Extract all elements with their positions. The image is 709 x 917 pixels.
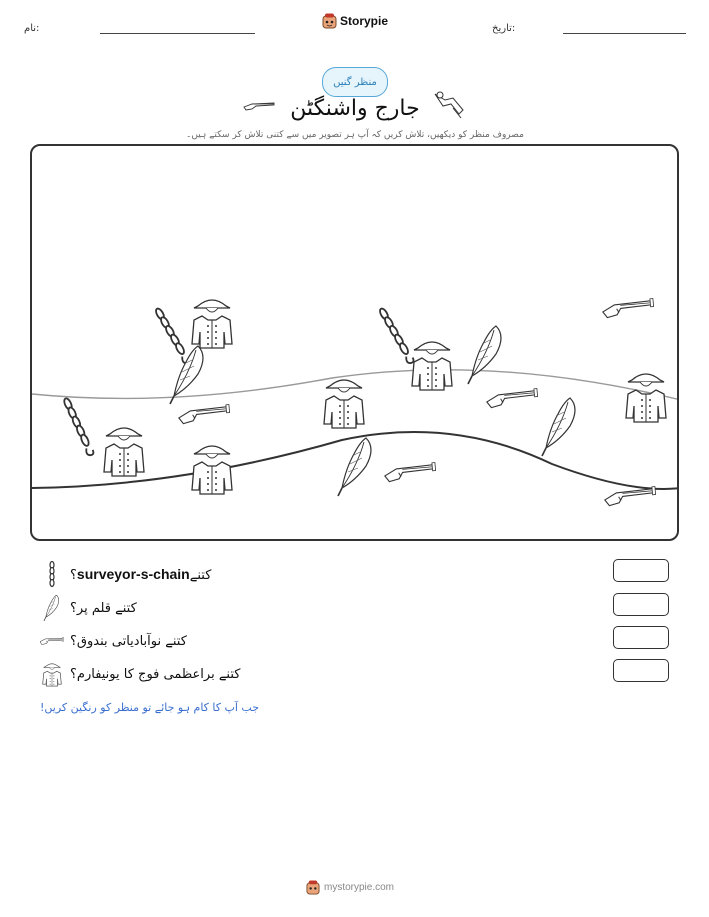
musket-figure — [602, 299, 654, 318]
question-text: کتنے نوآبادیاتی بندوق؟ — [70, 633, 187, 649]
answer-box[interactable] — [613, 593, 669, 616]
uniform-icon — [40, 661, 64, 687]
quill-figure — [542, 398, 575, 456]
question-text: کتنے براعظمی فوج کا یونیفارم؟ — [70, 666, 241, 682]
uniform-figure — [412, 342, 452, 390]
uniform-figure — [192, 300, 232, 348]
uniform-figure — [324, 380, 364, 428]
footer — [306, 880, 394, 895]
musket-figure — [384, 463, 436, 482]
musket-figure — [604, 487, 656, 506]
page-title: جارج واشنگٹن — [290, 96, 420, 121]
brand-logo — [322, 13, 388, 29]
uniform-figure — [192, 446, 232, 494]
question-text: ؟surveyor-s-chainکتنے — [70, 565, 212, 583]
surveying-compass-icon — [431, 90, 467, 120]
question-row — [40, 628, 187, 654]
answer-box[interactable] — [613, 659, 669, 682]
musket-icon — [40, 628, 64, 654]
question-row — [40, 595, 137, 621]
storypie-mascot-icon — [322, 13, 337, 29]
surveyor-chain-figure — [378, 307, 415, 364]
scene-illustration — [32, 146, 679, 541]
date-label: تاریخ: — [492, 23, 516, 34]
quill-figure — [468, 326, 501, 384]
question-text: کتنے قلم پر؟ — [70, 600, 137, 616]
instructions: مصروف منظر کو دیکھیں، تلاش کریں کہ آپ ہر تصویر میں سے کتنی تلاش کر سکتے ہیں۔ — [186, 130, 524, 140]
answer-box[interactable] — [613, 559, 669, 582]
name-line[interactable] — [100, 33, 255, 34]
date-line[interactable] — [563, 33, 686, 34]
busy-scene[interactable] — [30, 144, 679, 541]
coloring-instruction: جب آپ کا کام ہو جائے تو منظر کو رنگین کریں! — [40, 701, 260, 714]
category-badge: منظر گنیں — [322, 67, 388, 97]
footer-url[interactable]: mystorypie.com — [324, 882, 395, 893]
quill-icon — [40, 595, 64, 621]
storypie-mascot-icon — [306, 880, 320, 895]
question-row — [40, 661, 240, 687]
surveyor-chain-figure — [62, 397, 94, 456]
uniform-figure — [104, 428, 144, 476]
musket-figure — [178, 405, 230, 424]
musket-figure — [486, 389, 538, 408]
uniform-figure — [626, 374, 666, 422]
answer-box[interactable] — [613, 626, 669, 649]
question-row — [40, 561, 211, 587]
brand-name: Storypie — [340, 14, 389, 28]
surveyor-chain-icon — [40, 561, 64, 587]
surveyor-chain-figure — [154, 307, 191, 364]
quill-figure — [338, 438, 371, 496]
musket-icon — [242, 99, 276, 111]
name-label: نام: — [24, 23, 40, 34]
